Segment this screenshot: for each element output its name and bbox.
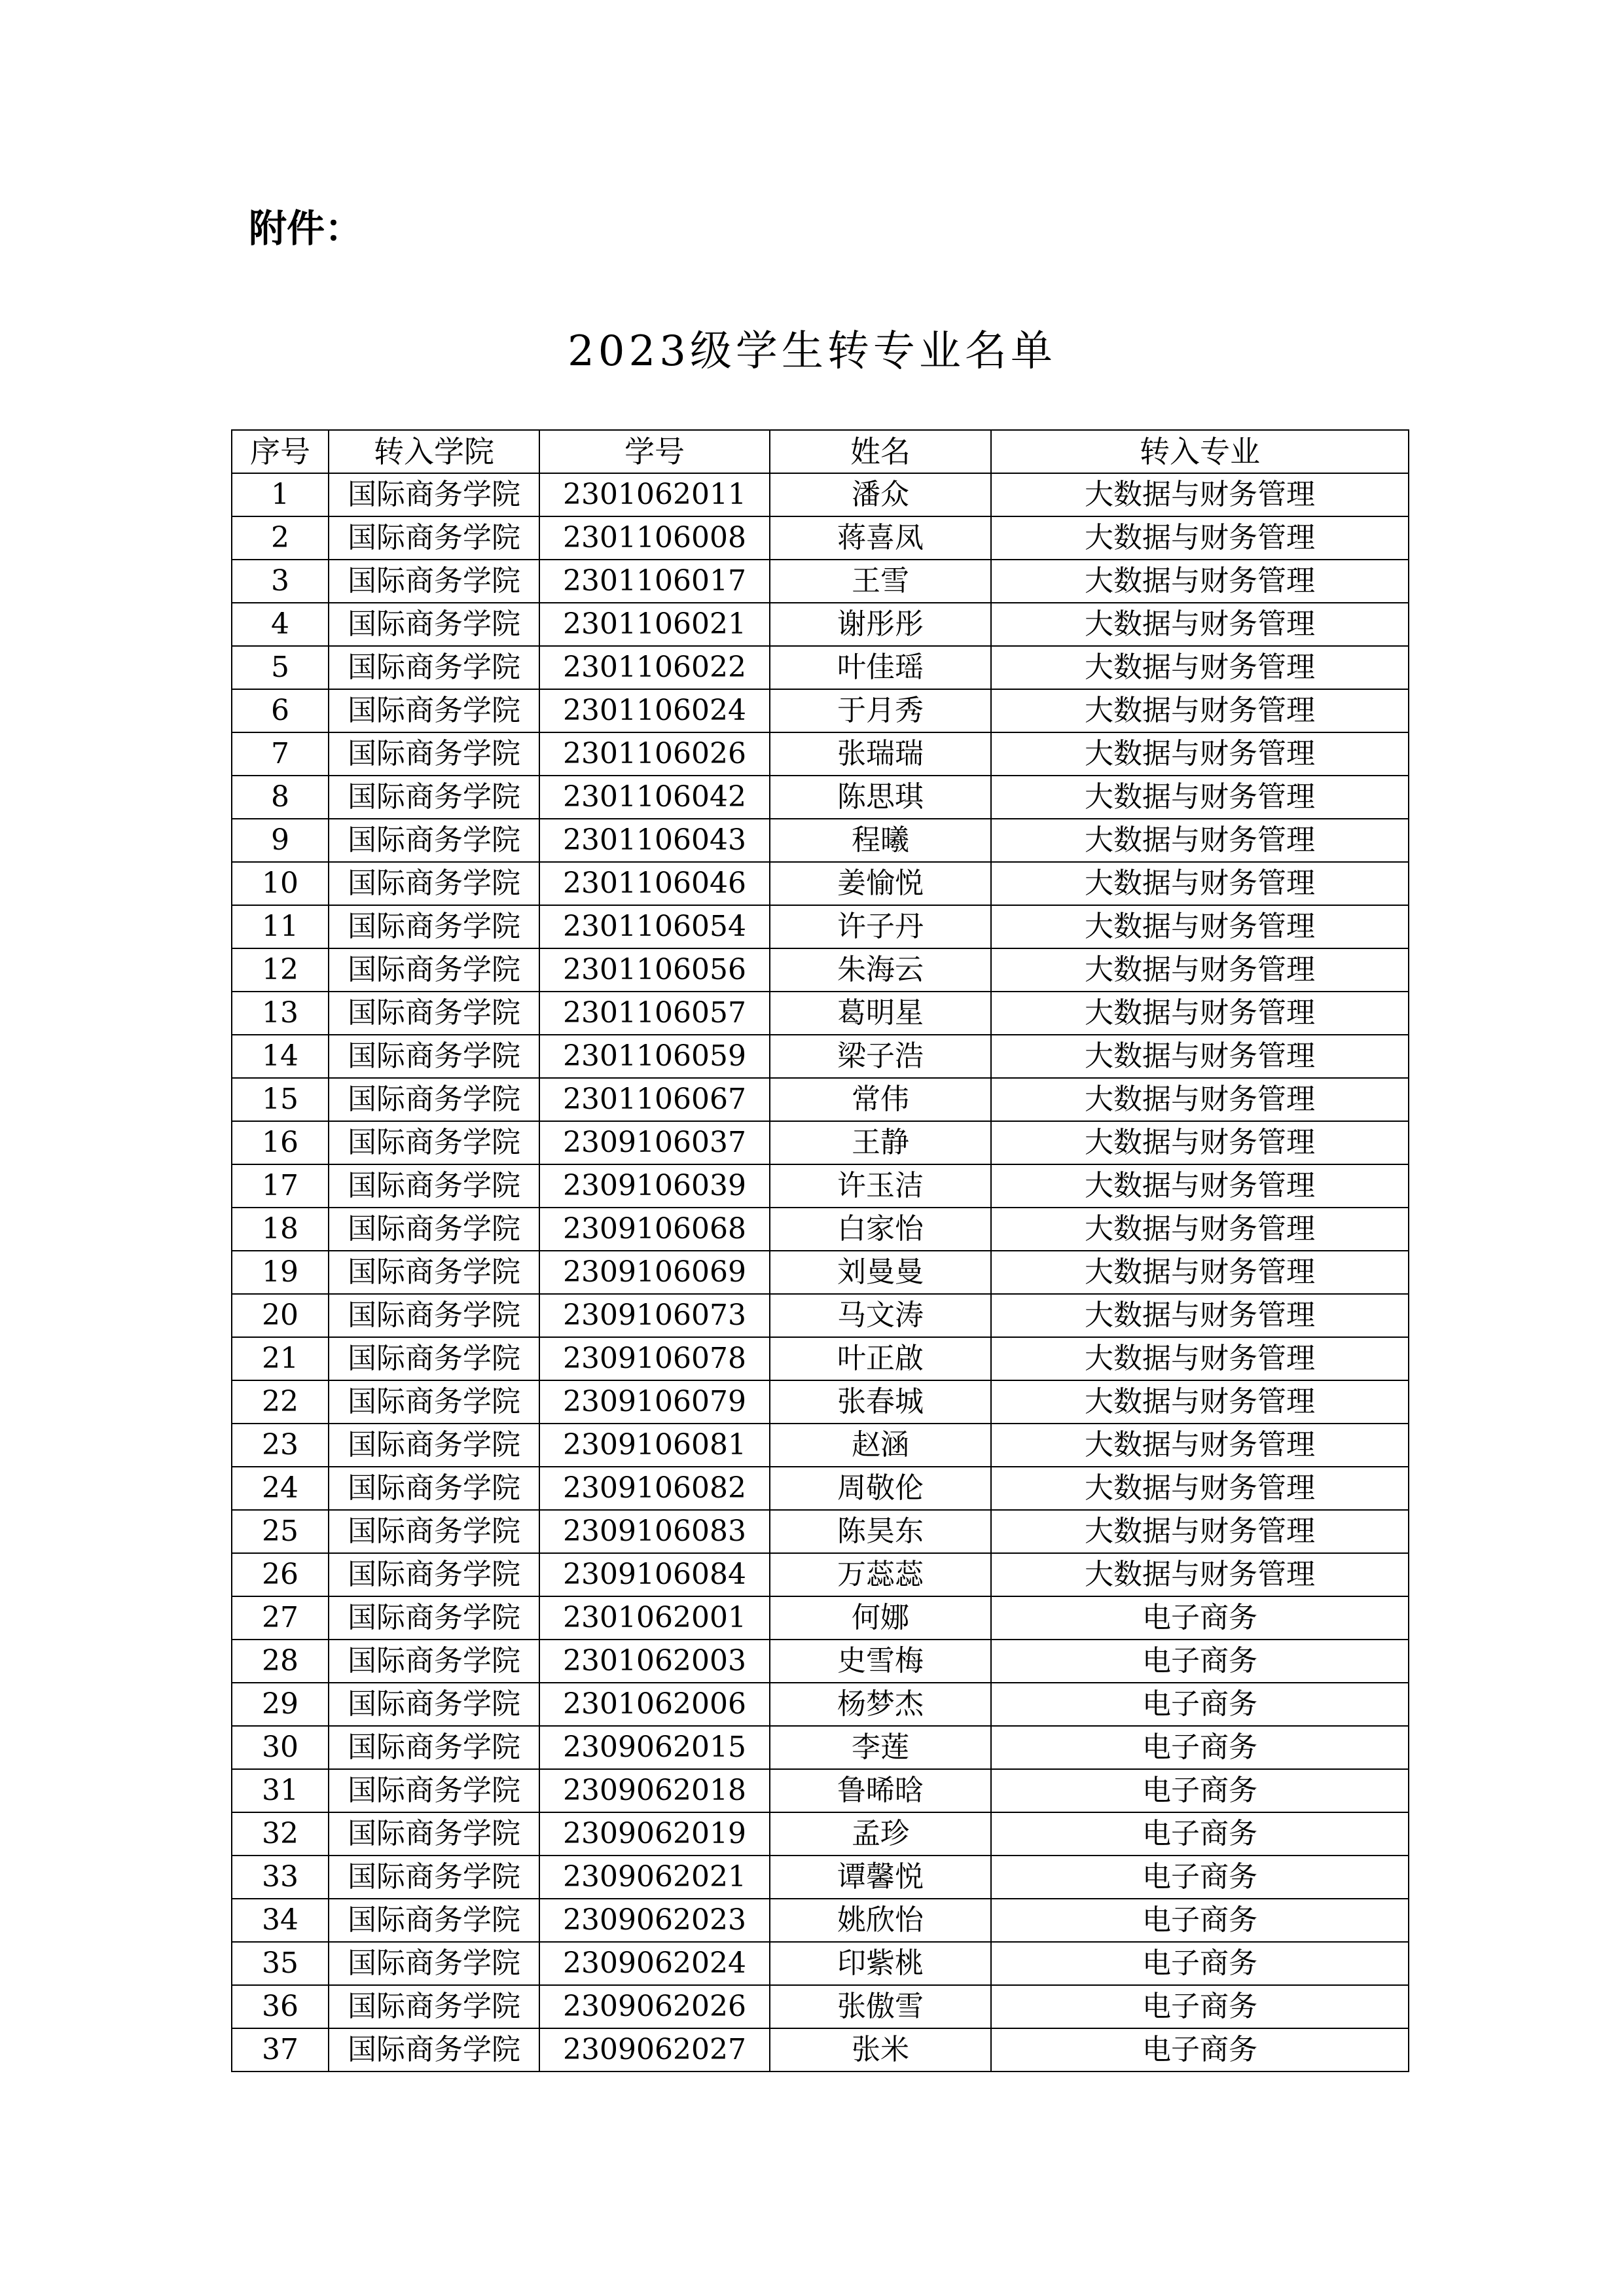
cell-student-id: 2301106057 xyxy=(539,992,770,1035)
cell-student-id: 2309106039 xyxy=(539,1164,770,1208)
cell-college: 国际商务学院 xyxy=(329,992,539,1035)
cell-student-id: 2301106046 xyxy=(539,862,770,905)
cell-seq: 19 xyxy=(232,1251,329,1294)
cell-student-id: 2309062018 xyxy=(539,1769,770,1812)
cell-college: 国际商务学院 xyxy=(329,862,539,905)
cell-major: 大数据与财务管理 xyxy=(991,473,1409,516)
cell-seq: 14 xyxy=(232,1035,329,1078)
cell-student-id: 2309062015 xyxy=(539,1726,770,1769)
table-row xyxy=(232,1510,1409,1553)
cell-college: 国际商务学院 xyxy=(329,1467,539,1510)
table-row xyxy=(232,1553,1409,1596)
cell-major: 大数据与财务管理 xyxy=(991,1510,1409,1553)
table-row xyxy=(232,2028,1409,2072)
cell-student-id: 2309106068 xyxy=(539,1208,770,1251)
table-row xyxy=(232,1812,1409,1856)
cell-seq: 7 xyxy=(232,732,329,776)
cell-name: 白家怡 xyxy=(770,1208,991,1251)
cell-name: 王雪 xyxy=(770,560,991,603)
cell-student-id: 2309106081 xyxy=(539,1424,770,1467)
cell-college: 国际商务学院 xyxy=(329,473,539,516)
table-row xyxy=(232,948,1409,992)
table-row xyxy=(232,862,1409,905)
cell-seq: 17 xyxy=(232,1164,329,1208)
cell-seq: 34 xyxy=(232,1899,329,1942)
cell-seq: 4 xyxy=(232,603,329,646)
cell-student-id: 2309106069 xyxy=(539,1251,770,1294)
cell-student-id: 2301106024 xyxy=(539,689,770,732)
header-major: 转入专业 xyxy=(991,430,1409,473)
cell-name: 常伟 xyxy=(770,1078,991,1121)
cell-name: 梁子浩 xyxy=(770,1035,991,1078)
table-body xyxy=(232,473,1409,2072)
cell-major: 电子商务 xyxy=(991,1899,1409,1942)
header-name: 姓名 xyxy=(770,430,991,473)
cell-name: 杨梦杰 xyxy=(770,1683,991,1726)
cell-student-id: 2301106054 xyxy=(539,905,770,948)
cell-college: 国际商务学院 xyxy=(329,1553,539,1596)
cell-student-id: 2309062026 xyxy=(539,1985,770,2028)
cell-seq: 13 xyxy=(232,992,329,1035)
table-row xyxy=(232,646,1409,689)
cell-seq: 25 xyxy=(232,1510,329,1553)
cell-name: 周敬伦 xyxy=(770,1467,991,1510)
cell-college: 国际商务学院 xyxy=(329,516,539,560)
table-row xyxy=(232,1035,1409,1078)
cell-major: 大数据与财务管理 xyxy=(991,1208,1409,1251)
cell-student-id: 2301062001 xyxy=(539,1596,770,1640)
cell-college: 国际商务学院 xyxy=(329,905,539,948)
cell-major: 电子商务 xyxy=(991,1640,1409,1683)
cell-college: 国际商务学院 xyxy=(329,948,539,992)
header-row xyxy=(232,430,1409,473)
table-row xyxy=(232,689,1409,732)
cell-name: 张米 xyxy=(770,2028,991,2072)
cell-major: 大数据与财务管理 xyxy=(991,1251,1409,1294)
cell-college: 国际商务学院 xyxy=(329,1164,539,1208)
cell-student-id: 2309106082 xyxy=(539,1467,770,1510)
cell-college: 国际商务学院 xyxy=(329,732,539,776)
cell-major: 大数据与财务管理 xyxy=(991,689,1409,732)
document-title: 2023级学生转专业名单 xyxy=(568,327,1056,376)
cell-major: 大数据与财务管理 xyxy=(991,1121,1409,1164)
cell-major: 大数据与财务管理 xyxy=(991,992,1409,1035)
cell-name: 陈昊东 xyxy=(770,1510,991,1553)
cell-college: 国际商务学院 xyxy=(329,1380,539,1424)
cell-major: 大数据与财务管理 xyxy=(991,732,1409,776)
cell-student-id: 2309106083 xyxy=(539,1510,770,1553)
cell-college: 国际商务学院 xyxy=(329,560,539,603)
cell-student-id: 2301062011 xyxy=(539,473,770,516)
table-row xyxy=(232,1899,1409,1942)
cell-name: 刘曼曼 xyxy=(770,1251,991,1294)
cell-student-id: 2309062027 xyxy=(539,2028,770,2072)
table-row xyxy=(232,992,1409,1035)
cell-major: 大数据与财务管理 xyxy=(991,1035,1409,1078)
cell-college: 国际商务学院 xyxy=(329,1640,539,1683)
cell-major: 电子商务 xyxy=(991,1985,1409,2028)
cell-major: 电子商务 xyxy=(991,1683,1409,1726)
cell-major: 电子商务 xyxy=(991,1942,1409,1985)
cell-seq: 32 xyxy=(232,1812,329,1856)
cell-seq: 10 xyxy=(232,862,329,905)
cell-college: 国际商务学院 xyxy=(329,1424,539,1467)
cell-student-id: 2309106073 xyxy=(539,1294,770,1337)
cell-major: 电子商务 xyxy=(991,2028,1409,2072)
cell-name: 鲁晞晗 xyxy=(770,1769,991,1812)
cell-major: 大数据与财务管理 xyxy=(991,862,1409,905)
table-row xyxy=(232,473,1409,516)
table-row xyxy=(232,1985,1409,2028)
cell-college: 国际商务学院 xyxy=(329,1769,539,1812)
cell-student-id: 2309106078 xyxy=(539,1337,770,1380)
cell-major: 大数据与财务管理 xyxy=(991,948,1409,992)
cell-major: 大数据与财务管理 xyxy=(991,1337,1409,1380)
table-row xyxy=(232,560,1409,603)
table-header xyxy=(232,430,1409,473)
cell-student-id: 2301106021 xyxy=(539,603,770,646)
cell-name: 谭馨悦 xyxy=(770,1856,991,1899)
cell-major: 大数据与财务管理 xyxy=(991,560,1409,603)
cell-student-id: 2309106037 xyxy=(539,1121,770,1164)
cell-major: 大数据与财务管理 xyxy=(991,905,1409,948)
cell-seq: 31 xyxy=(232,1769,329,1812)
cell-student-id: 2309106084 xyxy=(539,1553,770,1596)
cell-seq: 15 xyxy=(232,1078,329,1121)
cell-college: 国际商务学院 xyxy=(329,1035,539,1078)
cell-seq: 12 xyxy=(232,948,329,992)
cell-major: 大数据与财务管理 xyxy=(991,776,1409,819)
cell-college: 国际商务学院 xyxy=(329,819,539,862)
cell-name: 张春城 xyxy=(770,1380,991,1424)
cell-seq: 24 xyxy=(232,1467,329,1510)
cell-name: 蒋喜凤 xyxy=(770,516,991,560)
table-row xyxy=(232,1683,1409,1726)
cell-name: 程曦 xyxy=(770,819,991,862)
cell-seq: 27 xyxy=(232,1596,329,1640)
cell-name: 孟珍 xyxy=(770,1812,991,1856)
cell-student-id: 2301106017 xyxy=(539,560,770,603)
cell-seq: 2 xyxy=(232,516,329,560)
cell-name: 陈思琪 xyxy=(770,776,991,819)
cell-student-id: 2301106042 xyxy=(539,776,770,819)
cell-major: 大数据与财务管理 xyxy=(991,819,1409,862)
cell-name: 印紫桃 xyxy=(770,1942,991,1985)
cell-student-id: 2301106043 xyxy=(539,819,770,862)
header-seq: 序号 xyxy=(232,430,329,473)
header-student-id: 学号 xyxy=(539,430,770,473)
cell-college: 国际商务学院 xyxy=(329,1251,539,1294)
cell-seq: 1 xyxy=(232,473,329,516)
cell-college: 国际商务学院 xyxy=(329,1942,539,1985)
cell-college: 国际商务学院 xyxy=(329,1856,539,1899)
table-row xyxy=(232,516,1409,560)
cell-seq: 22 xyxy=(232,1380,329,1424)
cell-college: 国际商务学院 xyxy=(329,1294,539,1337)
table-row xyxy=(232,1596,1409,1640)
cell-seq: 8 xyxy=(232,776,329,819)
cell-major: 电子商务 xyxy=(991,1726,1409,1769)
cell-student-id: 2301106067 xyxy=(539,1078,770,1121)
header-college: 转入学院 xyxy=(329,430,539,473)
table-row xyxy=(232,1337,1409,1380)
cell-seq: 20 xyxy=(232,1294,329,1337)
cell-major: 大数据与财务管理 xyxy=(991,516,1409,560)
cell-name: 谢彤彤 xyxy=(770,603,991,646)
cell-name: 何娜 xyxy=(770,1596,991,1640)
table-row xyxy=(232,819,1409,862)
cell-seq: 26 xyxy=(232,1553,329,1596)
cell-name: 王静 xyxy=(770,1121,991,1164)
cell-college: 国际商务学院 xyxy=(329,1812,539,1856)
table-row xyxy=(232,1078,1409,1121)
table-row xyxy=(232,1856,1409,1899)
cell-college: 国际商务学院 xyxy=(329,1683,539,1726)
cell-major: 电子商务 xyxy=(991,1812,1409,1856)
cell-student-id: 2301106056 xyxy=(539,948,770,992)
cell-college: 国际商务学院 xyxy=(329,646,539,689)
cell-seq: 9 xyxy=(232,819,329,862)
cell-college: 国际商务学院 xyxy=(329,1121,539,1164)
cell-seq: 36 xyxy=(232,1985,329,2028)
table-row xyxy=(232,1121,1409,1164)
table-row xyxy=(232,1208,1409,1251)
cell-seq: 23 xyxy=(232,1424,329,1467)
cell-name: 赵涵 xyxy=(770,1424,991,1467)
cell-student-id: 2301062003 xyxy=(539,1640,770,1683)
cell-name: 姜愉悦 xyxy=(770,862,991,905)
cell-major: 大数据与财务管理 xyxy=(991,1078,1409,1121)
cell-seq: 3 xyxy=(232,560,329,603)
cell-seq: 11 xyxy=(232,905,329,948)
cell-college: 国际商务学院 xyxy=(329,603,539,646)
table-row xyxy=(232,1769,1409,1812)
transfer-list-table xyxy=(231,429,1409,2072)
cell-major: 电子商务 xyxy=(991,1769,1409,1812)
table-row xyxy=(232,1467,1409,1510)
cell-major: 大数据与财务管理 xyxy=(991,1294,1409,1337)
cell-student-id: 2309062019 xyxy=(539,1812,770,1856)
cell-name: 叶佳瑶 xyxy=(770,646,991,689)
table-row xyxy=(232,1424,1409,1467)
cell-college: 国际商务学院 xyxy=(329,1726,539,1769)
cell-student-id: 2309062023 xyxy=(539,1899,770,1942)
table-row xyxy=(232,1726,1409,1769)
cell-seq: 6 xyxy=(232,689,329,732)
cell-student-id: 2301106026 xyxy=(539,732,770,776)
cell-major: 大数据与财务管理 xyxy=(991,1424,1409,1467)
cell-name: 张瑞瑞 xyxy=(770,732,991,776)
attachment-label: 附件： xyxy=(249,206,363,251)
cell-major: 大数据与财务管理 xyxy=(991,1380,1409,1424)
cell-college: 国际商务学院 xyxy=(329,1208,539,1251)
cell-seq: 16 xyxy=(232,1121,329,1164)
cell-college: 国际商务学院 xyxy=(329,2028,539,2072)
cell-seq: 18 xyxy=(232,1208,329,1251)
cell-name: 许子丹 xyxy=(770,905,991,948)
table-row xyxy=(232,1942,1409,1985)
cell-student-id: 2301062006 xyxy=(539,1683,770,1726)
table-row xyxy=(232,603,1409,646)
cell-student-id: 2309062024 xyxy=(539,1942,770,1985)
cell-college: 国际商务学院 xyxy=(329,1985,539,2028)
cell-name: 张傲雪 xyxy=(770,1985,991,2028)
cell-seq: 30 xyxy=(232,1726,329,1769)
cell-name: 李莲 xyxy=(770,1726,991,1769)
cell-name: 马文涛 xyxy=(770,1294,991,1337)
table-row xyxy=(232,776,1409,819)
cell-college: 国际商务学院 xyxy=(329,1899,539,1942)
cell-college: 国际商务学院 xyxy=(329,776,539,819)
table-row xyxy=(232,905,1409,948)
cell-college: 国际商务学院 xyxy=(329,1596,539,1640)
table-row xyxy=(232,732,1409,776)
cell-name: 潘众 xyxy=(770,473,991,516)
cell-name: 于月秀 xyxy=(770,689,991,732)
cell-college: 国际商务学院 xyxy=(329,689,539,732)
cell-college: 国际商务学院 xyxy=(329,1337,539,1380)
cell-name: 史雪梅 xyxy=(770,1640,991,1683)
cell-name: 叶正啟 xyxy=(770,1337,991,1380)
cell-student-id: 2301106022 xyxy=(539,646,770,689)
cell-college: 国际商务学院 xyxy=(329,1510,539,1553)
table-row xyxy=(232,1251,1409,1294)
cell-major: 大数据与财务管理 xyxy=(991,646,1409,689)
cell-major: 电子商务 xyxy=(991,1596,1409,1640)
cell-student-id: 2301106008 xyxy=(539,516,770,560)
cell-seq: 29 xyxy=(232,1683,329,1726)
cell-seq: 33 xyxy=(232,1856,329,1899)
cell-major: 大数据与财务管理 xyxy=(991,603,1409,646)
cell-college: 国际商务学院 xyxy=(329,1078,539,1121)
cell-student-id: 2309106079 xyxy=(539,1380,770,1424)
cell-major: 大数据与财务管理 xyxy=(991,1467,1409,1510)
cell-seq: 35 xyxy=(232,1942,329,1985)
table-row xyxy=(232,1640,1409,1683)
cell-major: 大数据与财务管理 xyxy=(991,1553,1409,1596)
cell-seq: 21 xyxy=(232,1337,329,1380)
cell-seq: 28 xyxy=(232,1640,329,1683)
table-row xyxy=(232,1380,1409,1424)
cell-major: 电子商务 xyxy=(991,1856,1409,1899)
cell-major: 大数据与财务管理 xyxy=(991,1164,1409,1208)
cell-name: 葛明星 xyxy=(770,992,991,1035)
table-row xyxy=(232,1164,1409,1208)
cell-seq: 5 xyxy=(232,646,329,689)
cell-student-id: 2301106059 xyxy=(539,1035,770,1078)
cell-student-id: 2309062021 xyxy=(539,1856,770,1899)
cell-name: 许玉洁 xyxy=(770,1164,991,1208)
cell-name: 姚欣怡 xyxy=(770,1899,991,1942)
cell-seq: 37 xyxy=(232,2028,329,2072)
table-row xyxy=(232,1294,1409,1337)
cell-name: 朱海云 xyxy=(770,948,991,992)
cell-name: 万蕊蕊 xyxy=(770,1553,991,1596)
